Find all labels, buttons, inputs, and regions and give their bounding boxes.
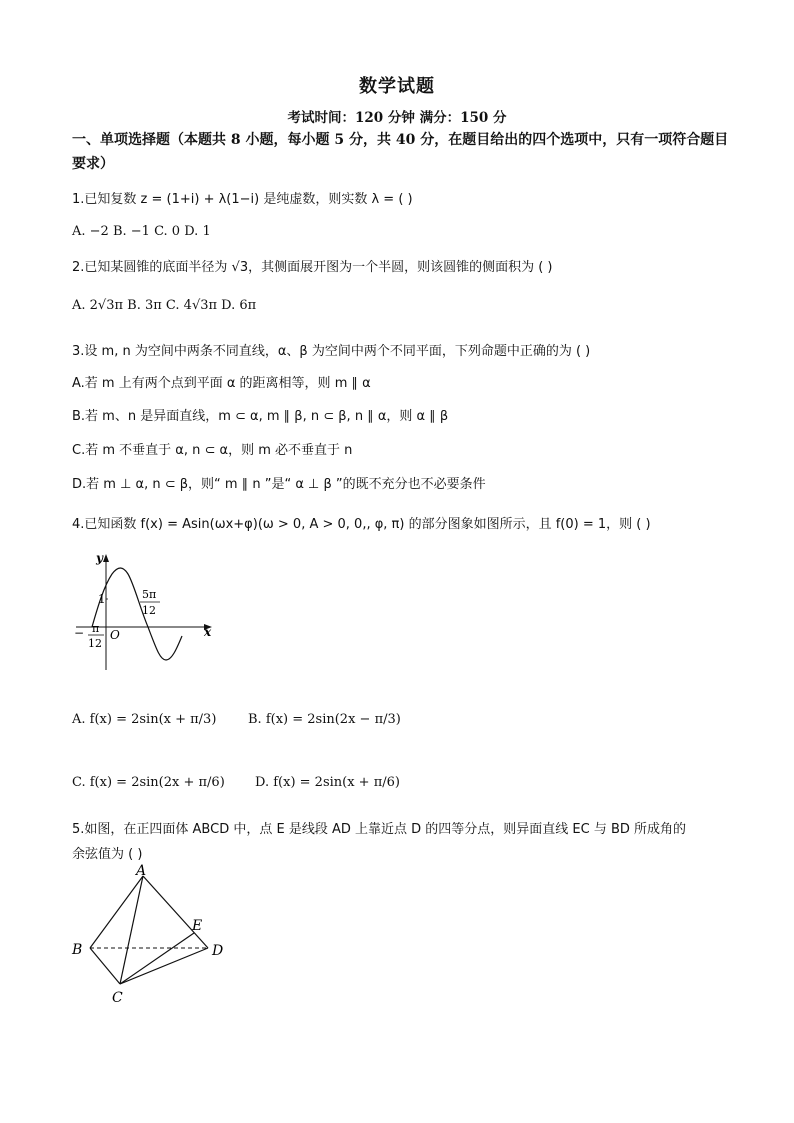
q5-stem-line1: 5.如图，在正四面体 ABCD 中，点 E 是线段 AD 上靠近点 D 的四等分点，则异面直线 EC 与 BD 所成角的 — [72, 822, 687, 837]
left-tick-numerator: π — [92, 622, 100, 635]
point-E-label: E — [192, 918, 203, 934]
q1-stem: 1.已知复数 z = (1+i) + λ(1−i) 是纯虚数，则实数 λ = ( ) — [72, 192, 413, 207]
q4-option-c: C. f(x) = 2sin(2x + π/6) — [72, 775, 225, 790]
vertex-D-label: D — [212, 943, 224, 959]
q3-option-a: A.若 m 上有两个点到平面 α 的距离相等，则 m ∥ α — [72, 376, 371, 391]
right-tick-denominator: 12 — [142, 604, 156, 617]
q5-tetrahedron-figure — [68, 862, 238, 1012]
left-tick-sign: − — [74, 626, 85, 640]
q2-stem: 2.已知某圆锥的底面半径为 √3，其侧面展开图为一个半圆，则该圆锥的侧面积为 ( ) — [72, 260, 553, 275]
q2-options: A. 2√3π B. 3π C. 4√3π D. 6π — [72, 298, 257, 313]
y-axis-label: y — [96, 551, 103, 565]
origin-label: O — [110, 628, 120, 642]
q3-stem: 3.设 m, n 为空间中两条不同直线，α、β 为空间中两个不同平面，下列命题中正确的为 ( ) — [72, 344, 591, 359]
q4-option-a: A. f(x) = 2sin(x + π/3) — [72, 712, 217, 727]
one-label: 1 — [98, 592, 106, 606]
right-tick-numerator: 5π — [142, 588, 157, 601]
q3-option-d: D.若 m ⊥ α, n ⊂ β，则“ m ∥ n ”是“ α ⊥ β ”的既不充分也不必要条件 — [72, 477, 486, 492]
vertex-B-label: B — [72, 942, 83, 958]
q3-option-b: B.若 m、n 是异面直线，m ⊂ α, m ∥ β, n ⊂ β, n ∥ α，则 α ∥ β — [72, 409, 449, 424]
vertex-C-label: C — [112, 990, 123, 1006]
edge-BC — [90, 948, 120, 984]
y-axis-arrow — [103, 554, 109, 562]
left-tick-denominator: 12 — [88, 637, 102, 650]
q1-options: A. −2 B. −1 C. 0 D. 1 — [72, 224, 211, 239]
q4-stem: 4.已知函数 f(x) = Asin(ωx+φ)(ω > 0, A > 0, 0,, φ, π) 的部分图象如图所示，且 f(0) = 1，则 ( ) — [72, 517, 651, 532]
q4-option-b: B. f(x) = 2sin(2x − π/3) — [248, 712, 401, 727]
q4-graph — [70, 548, 220, 678]
q5-stem-line2: 余弦值为 ( ) — [72, 847, 143, 862]
section-heading: 一、单项选择题（本题共 8 小题，每小题 5 分，共 40 分，在题目给出的四个选项中，只有一项符合题目要求） — [72, 132, 729, 172]
exam-meta: 考试时间：120 分钟 满分：150 分 — [287, 110, 507, 126]
edge-AD — [143, 876, 208, 948]
x-axis-label: x — [204, 625, 212, 639]
page-title: 数学试题 — [359, 76, 435, 97]
vertex-A-label: A — [136, 863, 147, 879]
q3-option-c: C.若 m 不垂直于 α, n ⊂ α，则 m 必不垂直于 n — [72, 443, 353, 458]
q4-option-d: D. f(x) = 2sin(x + π/6) — [255, 775, 400, 790]
